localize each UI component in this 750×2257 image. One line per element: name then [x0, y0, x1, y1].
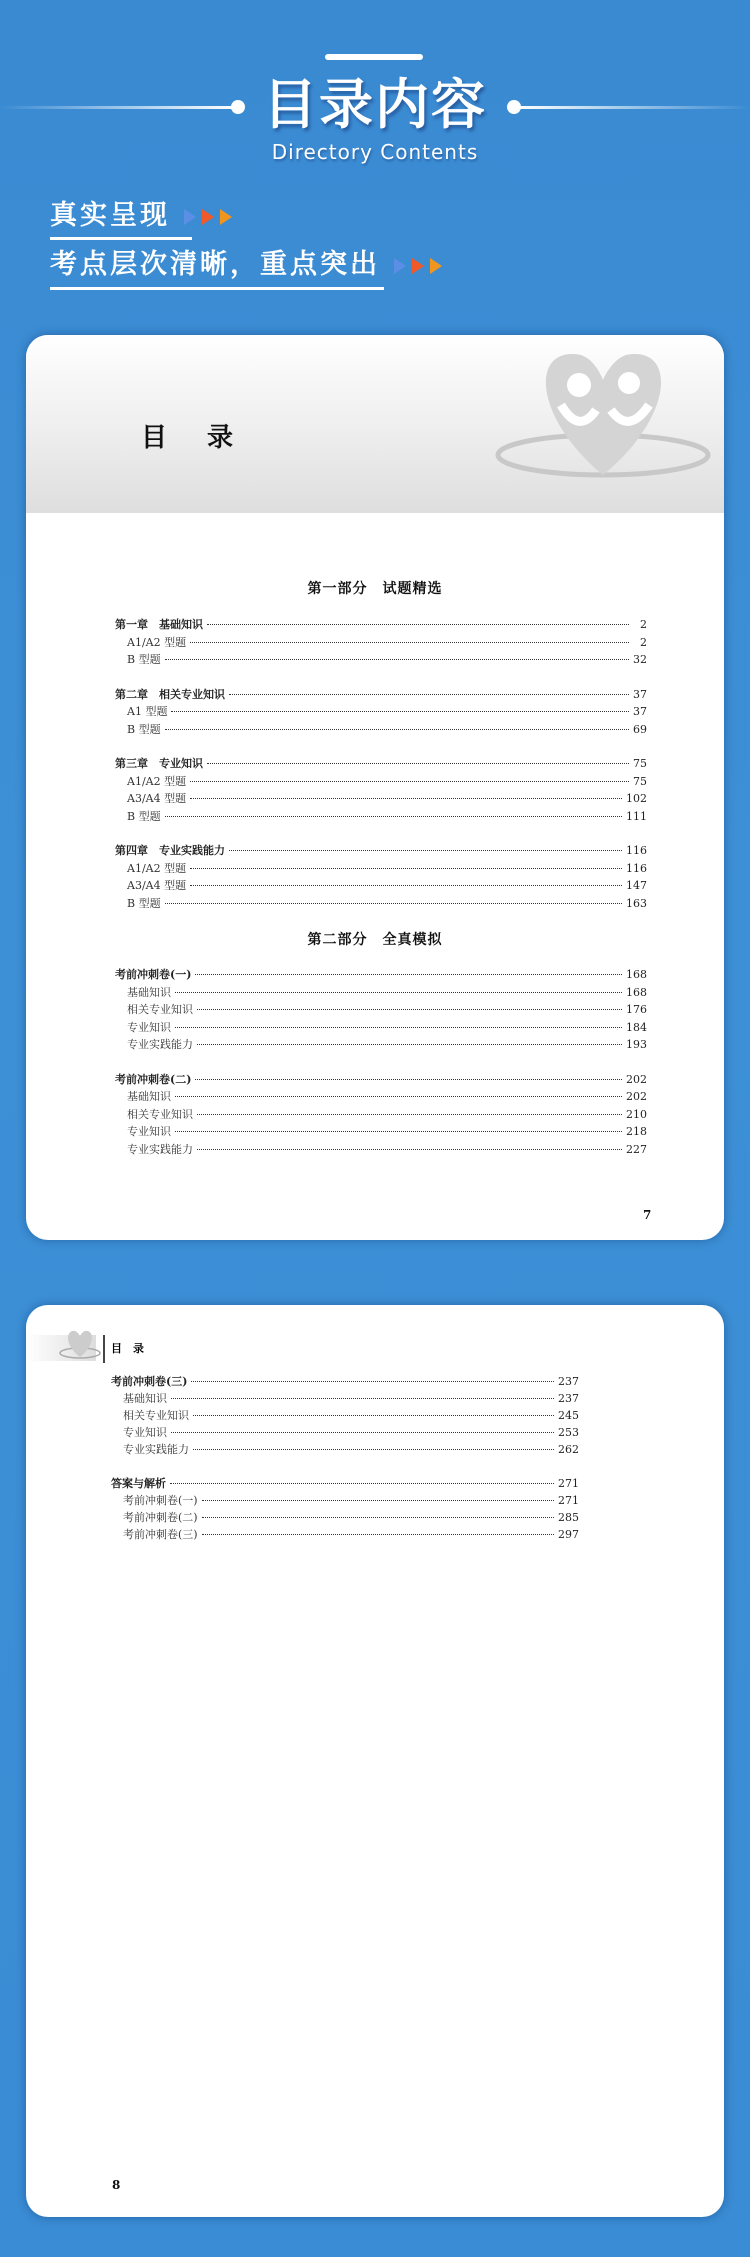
toc-entry — [111, 1408, 579, 1423]
page-number: 7 — [643, 1208, 652, 1222]
toc-entry — [115, 1002, 647, 1017]
leader-dots — [229, 694, 629, 695]
toc-entry-page: 237 — [558, 1375, 579, 1388]
toc-entry-label: 第三章 专业知识 — [115, 757, 203, 770]
toc-entry-page: 245 — [558, 1409, 579, 1422]
toc-entry-label: 基础知识 — [123, 1392, 167, 1405]
toc-entry-label: 专业知识 — [123, 1426, 167, 1439]
toc-page-8 — [26, 1305, 724, 2217]
toc-entry — [111, 1510, 579, 1525]
toc-entry-page: 285 — [558, 1511, 579, 1524]
toc-entry-page: 111 — [626, 809, 647, 823]
page-title: 目录内容 — [263, 73, 487, 136]
leader-dots — [207, 763, 629, 764]
toc-page-7 — [26, 335, 724, 1240]
toc-entry — [111, 1374, 579, 1389]
contents-heading: 目录 — [141, 423, 274, 453]
toc-entry — [111, 1442, 579, 1457]
toc-entry-page: 297 — [558, 1528, 579, 1541]
arrow-icon — [202, 209, 214, 225]
toc-entry — [115, 843, 647, 858]
toc-entry-page: 176 — [626, 1003, 647, 1016]
running-head-divider — [103, 1335, 105, 1363]
tagline-text: 真实呈现 — [50, 200, 170, 231]
leader-dots — [197, 1044, 622, 1045]
leader-dots — [175, 1096, 622, 1097]
toc-entry — [111, 1391, 579, 1406]
toc-entry-label: B 型题 — [127, 809, 161, 823]
toc-entry — [115, 861, 647, 876]
toc-entry — [115, 635, 647, 650]
toc-entry-page: 193 — [626, 1038, 647, 1051]
toc-entry — [115, 704, 647, 719]
toc-entry-label: 专业知识 — [127, 1125, 171, 1138]
leader-dots — [165, 729, 629, 730]
toc-entry — [115, 1020, 647, 1035]
toc-entry — [115, 791, 647, 806]
toc-entry-page: 69 — [633, 722, 647, 736]
medical-logo-icon — [491, 335, 721, 485]
toc-entry-page: 32 — [633, 653, 647, 666]
toc-entry — [115, 967, 647, 982]
toc-entry-page: 2 — [640, 635, 647, 649]
part2-title: 第二部分 全真模拟 — [307, 932, 443, 948]
toc-entry-page: 102 — [626, 792, 647, 805]
toc-entry-label: B 型题 — [127, 722, 161, 736]
toc-entry-label: 专业实践能力 — [127, 1038, 193, 1051]
leader-dots — [165, 903, 622, 904]
medical-logo-icon — [58, 1325, 102, 1361]
toc-entry-page: 262 — [558, 1443, 579, 1456]
toc-entry-page: 202 — [626, 1072, 647, 1086]
leader-dots — [195, 974, 622, 975]
toc-entry-label: 相关专业知识 — [123, 1409, 189, 1422]
toc-entry-label: 第二章 相关专业知识 — [115, 687, 225, 701]
toc-entry-label: A3/A4 型题 — [127, 879, 187, 892]
leader-dots — [190, 798, 622, 799]
arrow-icon — [220, 209, 232, 225]
leader-dots — [175, 1131, 622, 1132]
toc-entry-label: 考前冲刺卷(二) — [115, 1072, 192, 1086]
toc-entry-page: 237 — [558, 1392, 579, 1405]
toc-entry — [115, 878, 647, 893]
leader-dots — [190, 642, 629, 643]
toc-entry — [111, 1527, 579, 1542]
toc-entry-label: 考前冲刺卷(三) — [111, 1375, 188, 1388]
toc-entry-label: A3/A4 型题 — [127, 792, 187, 805]
toc-entry-page: 163 — [626, 896, 647, 910]
leader-dots — [191, 1381, 554, 1382]
arrow-icon — [430, 258, 442, 274]
arrow-icon — [412, 258, 424, 274]
arrow-icon — [184, 209, 196, 225]
leader-dots — [229, 850, 622, 851]
toc-entry — [111, 1493, 579, 1508]
tagline-text: 考点层次清晰，重点突出 — [50, 249, 380, 280]
leader-dots — [170, 1483, 554, 1484]
page-number: 8 — [112, 2178, 121, 2192]
toc-entry-label: 基础知识 — [127, 985, 171, 999]
toc-entry-label: A1 型题 — [127, 705, 168, 718]
toc-entry-label: 考前冲刺卷(一) — [123, 1494, 198, 1507]
toc-entry-label: A1/A2 型题 — [127, 774, 187, 788]
leader-dots — [171, 711, 629, 712]
toc-entry-label: 第四章 专业实践能力 — [115, 844, 225, 857]
leader-dots — [165, 816, 622, 817]
toc-entry-label: 专业实践能力 — [127, 1142, 193, 1156]
leader-dots — [197, 1114, 622, 1115]
tagline-underline — [50, 237, 192, 240]
toc-entry-page: 271 — [558, 1477, 579, 1490]
toc-entry — [115, 1072, 647, 1087]
leader-dots — [193, 1415, 554, 1416]
leader-dots — [175, 1027, 622, 1028]
toc-entry — [115, 985, 647, 1000]
toc-entry-label: 基础知识 — [127, 1090, 171, 1103]
tagline-2 — [50, 248, 442, 282]
toc-entry-label: 考前冲刺卷(二) — [123, 1511, 198, 1524]
toc-entry-page: 37 — [633, 705, 647, 718]
toc-entry-page: 2 — [640, 618, 647, 631]
toc-entry-page: 253 — [558, 1426, 579, 1439]
toc-entry-label: B 型题 — [127, 653, 161, 666]
toc-entry-page: 147 — [626, 879, 647, 892]
arrow-icon — [394, 258, 406, 274]
toc-entry-label: 第一章 基础知识 — [115, 618, 203, 631]
toc-entry — [115, 1089, 647, 1104]
leader-dots — [207, 624, 629, 625]
toc-entry-label: 考前冲刺卷(一) — [115, 968, 192, 981]
leader-dots — [165, 659, 629, 660]
part1-title: 第一部分 试题精选 — [307, 581, 443, 597]
toc-entry-page: 168 — [626, 985, 647, 999]
toc-entry-page: 116 — [626, 861, 647, 875]
leader-dots — [202, 1500, 554, 1501]
leader-dots — [195, 1079, 622, 1080]
leader-dots — [197, 1149, 622, 1150]
toc-entry — [115, 774, 647, 789]
leader-dots — [193, 1449, 554, 1450]
toc-entry — [115, 687, 647, 702]
toc-entry-label: 专业知识 — [127, 1020, 171, 1034]
toc-entry — [115, 896, 647, 911]
toc-entry-page: 37 — [633, 687, 647, 701]
toc-entry-page: 168 — [626, 968, 647, 981]
toc-entry — [115, 756, 647, 771]
leader-dots — [190, 885, 622, 886]
leader-dots — [190, 868, 622, 869]
toc-entry — [115, 617, 647, 632]
toc-entry-label: 考前冲刺卷(三) — [123, 1528, 198, 1541]
tagline-1 — [50, 199, 232, 233]
toc-entry — [115, 1037, 647, 1052]
toc-entry-label: A1/A2 型题 — [127, 635, 187, 649]
toc-entry-label: 答案与解析 — [111, 1477, 166, 1490]
toc-entry — [115, 722, 647, 737]
header-decor-bar — [325, 54, 423, 60]
toc-entry-page: 116 — [626, 844, 647, 857]
toc-entry — [111, 1476, 579, 1491]
toc-entry — [115, 1107, 647, 1122]
toc-entry — [115, 1142, 647, 1157]
leader-dots — [197, 1009, 622, 1010]
leader-dots — [171, 1398, 554, 1399]
toc-entry — [115, 809, 647, 824]
toc-entry-page: 75 — [633, 757, 647, 770]
toc-entry-page: 227 — [626, 1142, 647, 1156]
running-head: 目 录 — [111, 1342, 144, 1355]
leader-dots — [171, 1432, 554, 1433]
leader-dots — [202, 1517, 554, 1518]
leader-dots — [190, 781, 629, 782]
toc-entry-label: 相关专业知识 — [127, 1003, 193, 1016]
toc-entry-label: A1/A2 型题 — [127, 861, 187, 875]
toc-entry-page: 210 — [626, 1107, 647, 1121]
toc-entry-label: 专业实践能力 — [123, 1443, 189, 1456]
toc-entry — [115, 652, 647, 667]
leader-dots — [202, 1534, 554, 1535]
toc-entry-page: 202 — [626, 1090, 647, 1103]
toc-entry-page: 75 — [633, 774, 647, 788]
toc-entry — [111, 1425, 579, 1440]
toc-entry-page: 184 — [626, 1020, 647, 1034]
toc-entry-label: 相关专业知识 — [127, 1107, 193, 1121]
tagline-underline — [50, 287, 384, 290]
page-subtitle: Directory Contents — [271, 140, 479, 164]
toc-entry-page: 218 — [626, 1125, 647, 1138]
toc-entry — [115, 1124, 647, 1139]
leader-dots — [175, 992, 622, 993]
toc-entry-label: B 型题 — [127, 896, 161, 910]
toc-entry-page: 271 — [558, 1494, 579, 1507]
